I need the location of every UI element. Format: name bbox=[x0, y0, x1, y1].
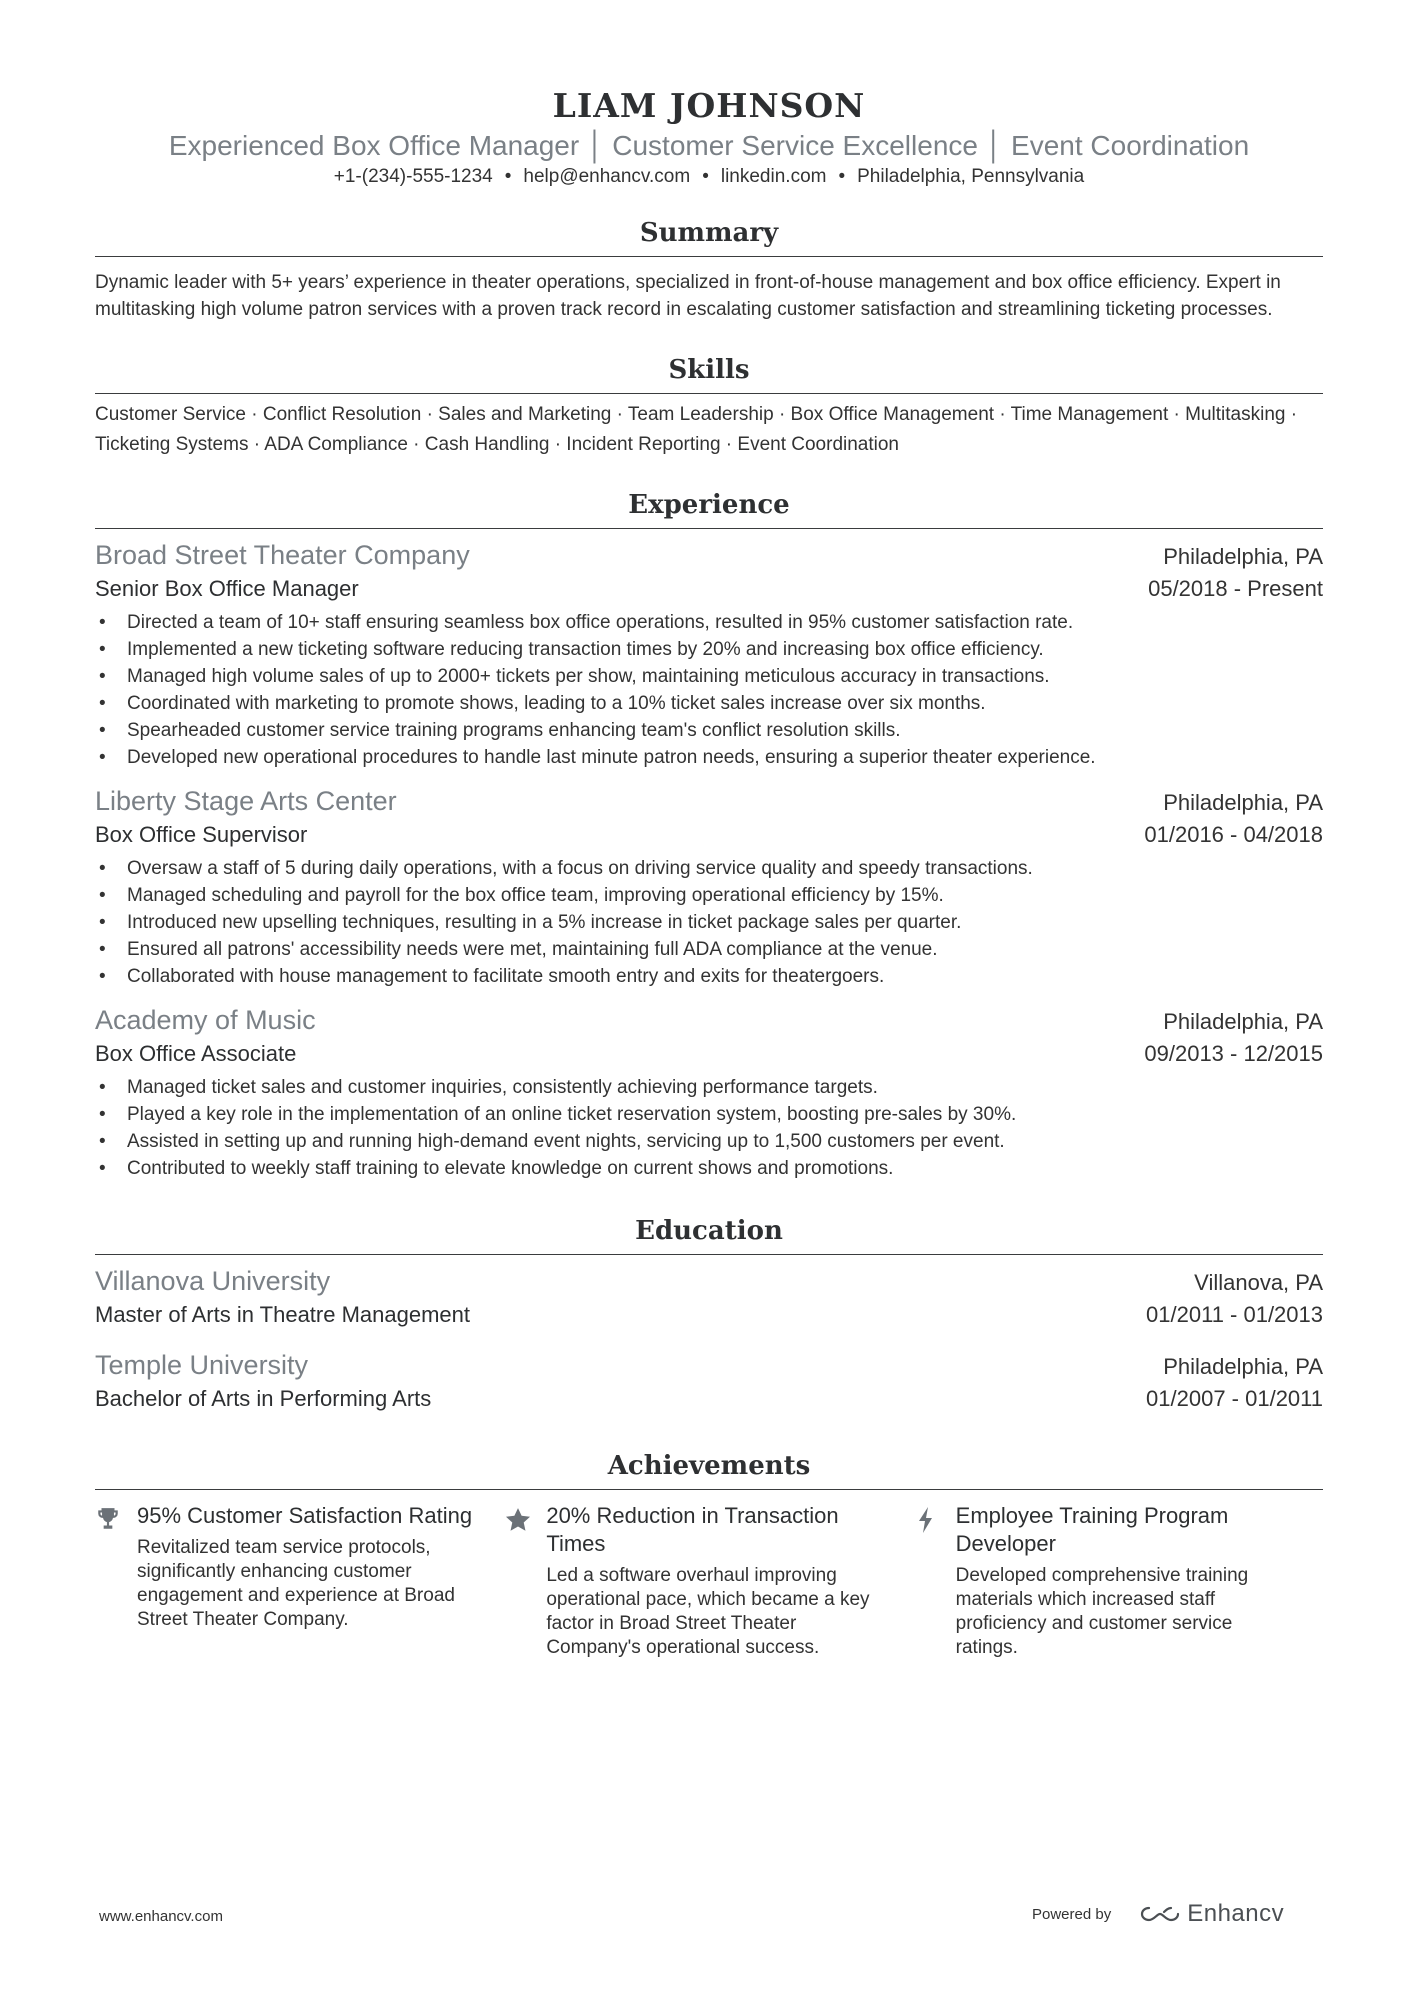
contact-separator: • bbox=[838, 166, 846, 187]
education-dates: 01/2007 - 01/2011 bbox=[1146, 1386, 1323, 1411]
bullet-item bbox=[95, 936, 1323, 963]
achievements-grid bbox=[95, 1502, 1323, 1660]
bullet-list bbox=[95, 855, 1323, 990]
lightning-icon bbox=[914, 1502, 956, 1660]
section-title-experience: Experience bbox=[95, 488, 1323, 529]
bullet-text: Introduced new upselling techniques, resulting in a 5% increase in ticket package sales per quarter. bbox=[127, 912, 962, 933]
email-link[interactable]: help@enhancv.com bbox=[523, 166, 691, 187]
achievement-item bbox=[95, 1502, 504, 1660]
bullet-item bbox=[95, 690, 1323, 717]
brand-name: Enhancv bbox=[1187, 1900, 1285, 1927]
bullet-dot: • bbox=[99, 720, 106, 741]
school-name: Temple University bbox=[95, 1350, 309, 1380]
bullet-dot: • bbox=[99, 666, 106, 687]
linkedin-link[interactable]: linkedin.com bbox=[720, 166, 827, 187]
bullet-text: Played a key role in the implementation of an online ticket reservation system, boosting pre-sales by 30%. bbox=[127, 1104, 1017, 1125]
job-title: Box Office Supervisor bbox=[95, 822, 308, 847]
achievement-item bbox=[914, 1502, 1323, 1660]
job-dates: 05/2018 - Present bbox=[1148, 576, 1323, 601]
company-name: Liberty Stage Arts Center bbox=[95, 786, 397, 816]
bullet-dot: • bbox=[99, 612, 106, 633]
section-title-education: Education bbox=[95, 1214, 1323, 1255]
bullet-list bbox=[95, 1074, 1323, 1182]
bullet-text: Managed scheduling and payroll for the box office team, improving operational efficiency by 15%. bbox=[127, 885, 944, 906]
achievements-section bbox=[95, 1449, 1323, 1660]
degree: Master of Arts in Theatre Management bbox=[95, 1302, 470, 1327]
resume-page bbox=[95, 86, 1323, 1660]
job-title: Box Office Associate bbox=[95, 1041, 297, 1066]
candidate-name: LIAM JOHNSON bbox=[552, 86, 866, 125]
achievement-description: Revitalized team service protocols, significantly enhancing customer engagement and experience at Broad Street Theater Company. bbox=[137, 1537, 455, 1630]
achievement-title: 20% Reduction in Transaction Times bbox=[546, 1503, 839, 1556]
bullet-dot: • bbox=[99, 747, 106, 768]
powered-by-label: Powered by bbox=[1032, 1905, 1112, 1923]
bullet-dot: • bbox=[99, 1104, 106, 1125]
bullet-text: Contributed to weekly staff training to elevate knowledge on current shows and promotions. bbox=[127, 1158, 894, 1179]
job-location: Philadelphia, PA bbox=[1163, 1009, 1323, 1034]
skills-list: Customer Service · Conflict Resolution · Sales and Marketing · Team Leadership · Box Office Management · Time Management · Multitasking · Ticketing Systems · ADA Compliance · Cash Handling · Incident Reporting · Event Coordination bbox=[95, 404, 1298, 455]
company-name: Broad Street Theater Company bbox=[95, 540, 470, 570]
company-name: Academy of Music bbox=[95, 1005, 316, 1035]
summary-section bbox=[95, 216, 1323, 323]
bullet-text: Spearheaded customer service training programs enhancing team's conflict resolution skills. bbox=[127, 720, 901, 741]
bullet-item bbox=[95, 909, 1323, 936]
bullet-item bbox=[95, 663, 1323, 690]
education-section bbox=[95, 1214, 1323, 1415]
bullet-text: Directed a team of 10+ staff ensuring seamless box office operations, resulted in 95% customer satisfaction rate. bbox=[127, 612, 1074, 633]
bullet-item bbox=[95, 855, 1323, 882]
bullet-item bbox=[95, 1128, 1323, 1155]
bullet-text: Ensured all patrons' accessibility needs were met, maintaining full ADA compliance at the venue. bbox=[127, 939, 938, 960]
bullet-dot: • bbox=[99, 693, 106, 714]
star-icon bbox=[504, 1502, 546, 1660]
bullet-dot: • bbox=[99, 858, 106, 879]
bullet-item bbox=[95, 882, 1323, 909]
section-title-summary: Summary bbox=[95, 216, 1323, 257]
bullet-text: Managed high volume sales of up to 2000+ tickets per show, maintaining meticulous accuracy in transactions. bbox=[127, 666, 1050, 687]
bullet-item bbox=[95, 636, 1323, 663]
job-location: Philadelphia, PA bbox=[1163, 790, 1323, 815]
achievement-title: 95% Customer Satisfaction Rating bbox=[137, 1503, 473, 1528]
bullet-dot: • bbox=[99, 885, 106, 906]
summary-text: Dynamic leader with 5+ years’ experience in theater operations, specialized in front-of-house management and box office efficiency. Expert in multitasking high volume patron services with a proven track record in escalating customer satisfaction and streamlining ticketing processes. bbox=[95, 272, 1281, 320]
bullet-text: Assisted in setting up and running high-demand event nights, servicing up to 1,500 customers per event. bbox=[127, 1131, 1005, 1152]
bullet-dot: • bbox=[99, 966, 106, 987]
bullet-item bbox=[95, 609, 1323, 636]
enhancv-logo[interactable] bbox=[1137, 1900, 1284, 1928]
job-dates: 09/2013 - 12/2015 bbox=[1144, 1041, 1323, 1066]
achievement-description: Developed comprehensive training materials which increased staff proficiency and customer service ratings. bbox=[955, 1565, 1249, 1658]
section-title-achievements: Achievements bbox=[95, 1449, 1323, 1490]
job-location: Philadelphia, PA bbox=[1163, 544, 1323, 569]
enhancv-logo-icon bbox=[1137, 1902, 1183, 1926]
footer-website-link[interactable]: www.enhancv.com bbox=[99, 1908, 223, 1925]
bullet-dot: • bbox=[99, 639, 106, 660]
experience-section bbox=[95, 488, 1323, 1182]
bullet-list bbox=[95, 609, 1323, 771]
resume-header bbox=[95, 86, 1323, 190]
school-location: Villanova, PA bbox=[1194, 1270, 1323, 1295]
achievement-item bbox=[504, 1502, 913, 1660]
achievement-title: Employee Training Program Developer bbox=[955, 1503, 1229, 1556]
bullet-text: Collaborated with house management to facilitate smooth entry and exits for theatergoers. bbox=[127, 966, 885, 987]
bullet-item bbox=[95, 717, 1323, 744]
bullet-item bbox=[95, 963, 1323, 990]
bullet-dot: • bbox=[99, 939, 106, 960]
bullet-text: Implemented a new ticketing software reducing transaction times by 20% and increasing box office efficiency. bbox=[127, 639, 1044, 660]
location: Philadelphia, Pennsylvania bbox=[857, 166, 1085, 187]
section-title-skills: Skills bbox=[95, 353, 1323, 394]
education-entry bbox=[95, 1347, 1323, 1415]
bullet-dot: • bbox=[99, 912, 106, 933]
bullet-text: Oversaw a staff of 5 during daily operations, with a focus on driving service quality and speedy transactions. bbox=[127, 858, 1033, 879]
bullet-item bbox=[95, 1101, 1323, 1128]
achievement-description: Led a software overhaul improving operational pace, which became a key factor in Broad Street Theater Company's operational success. bbox=[546, 1565, 870, 1658]
experience-entry bbox=[95, 1002, 1323, 1182]
skills-section bbox=[95, 353, 1323, 460]
contact-separator: • bbox=[504, 166, 512, 187]
education-entry bbox=[95, 1263, 1323, 1331]
bullet-item bbox=[95, 744, 1323, 771]
degree: Bachelor of Arts in Performing Arts bbox=[95, 1386, 432, 1411]
contact-separator: • bbox=[702, 166, 709, 187]
school-name: Villanova University bbox=[95, 1266, 331, 1296]
education-dates: 01/2011 - 01/2013 bbox=[1146, 1302, 1323, 1327]
bullet-text: Developed new operational procedures to handle last minute patron needs, ensuring a superior theater experience. bbox=[127, 747, 1096, 768]
job-dates: 01/2016 - 04/2018 bbox=[1144, 822, 1323, 847]
bullet-item bbox=[95, 1074, 1323, 1101]
bullet-item bbox=[95, 1155, 1323, 1182]
experience-entry bbox=[95, 783, 1323, 990]
job-title: Senior Box Office Manager bbox=[95, 576, 359, 601]
bullet-text: Coordinated with marketing to promote shows, leading to a 10% ticket sales increase over six months. bbox=[127, 693, 986, 714]
phone: +1-(234)-555-1234 bbox=[333, 166, 493, 187]
bullet-dot: • bbox=[99, 1077, 106, 1098]
bullet-dot: • bbox=[99, 1131, 106, 1152]
trophy-icon bbox=[95, 1502, 137, 1660]
headline: Experienced Box Office Manager │ Customer Service Excellence │ Event Coordination bbox=[168, 130, 1250, 161]
experience-entry bbox=[95, 537, 1323, 771]
contact-line bbox=[95, 164, 1323, 190]
bullet-text: Managed ticket sales and customer inquiries, consistently achieving performance targets. bbox=[127, 1077, 878, 1098]
school-location: Philadelphia, PA bbox=[1163, 1354, 1323, 1379]
bullet-dot: • bbox=[99, 1158, 106, 1179]
footer-branding bbox=[1032, 1900, 1284, 1928]
